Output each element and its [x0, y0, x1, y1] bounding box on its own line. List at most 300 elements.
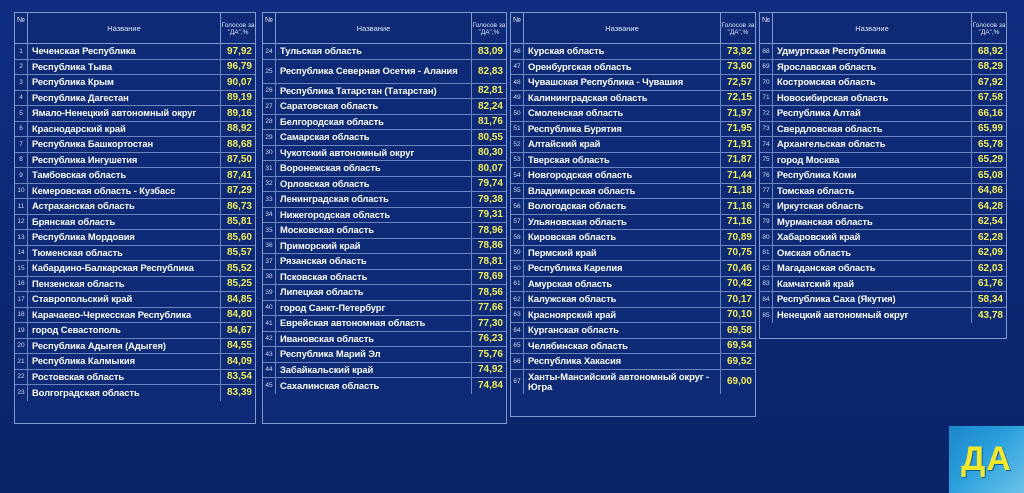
table-row	[760, 106, 1006, 122]
region-name: Забайкальский край	[276, 363, 472, 378]
row-number: 19	[15, 323, 28, 338]
vote-percent: 67,58	[977, 92, 1003, 104]
table-row	[511, 137, 755, 153]
vote-percent: 71,44	[726, 169, 752, 181]
vote-percent: 85,25	[226, 278, 252, 290]
vote-percent: 70,89	[726, 231, 752, 243]
results-table-1	[14, 12, 256, 424]
row-number: 55	[511, 184, 524, 199]
region-name: Камчатский край	[773, 277, 972, 292]
vote-percent: 71,91	[726, 138, 752, 150]
vote-percent: 69,58	[726, 324, 752, 336]
region-name: Ямало-Ненецкий автономный округ	[28, 106, 221, 121]
region-name: Удмуртская Республика	[773, 44, 972, 59]
vote-percent: 64,28	[977, 200, 1003, 212]
vote-percent: 70,46	[726, 262, 752, 274]
row-number: 45	[263, 378, 276, 394]
row-number: 3	[15, 75, 28, 90]
vote-percent: 70,42	[726, 278, 752, 290]
row-number: 18	[15, 308, 28, 323]
region-name: Псковская область	[276, 270, 472, 285]
region-name: Томская область	[773, 184, 972, 199]
vote-percent: 78,81	[477, 255, 503, 267]
row-number: 8	[15, 153, 28, 168]
region-name: Амурская область	[524, 277, 721, 292]
vote-percent: 71,87	[726, 154, 752, 166]
table-row	[511, 308, 755, 324]
vote-percent: 86,73	[226, 200, 252, 212]
table-row	[760, 215, 1006, 231]
region-name: Свердловская область	[773, 122, 972, 137]
table-row	[15, 323, 255, 339]
table-row	[263, 239, 506, 255]
row-number: 52	[511, 137, 524, 152]
table-row	[263, 192, 506, 208]
table-row	[263, 177, 506, 193]
region-name: Московская область	[276, 223, 472, 238]
row-number: 41	[263, 316, 276, 331]
table-row	[511, 277, 755, 293]
vote-percent: 65,08	[977, 169, 1003, 181]
row-number: 49	[511, 91, 524, 106]
row-number: 54	[511, 168, 524, 183]
region-name: Республика Ингушетия	[28, 153, 221, 168]
vote-percent: 88,92	[226, 123, 252, 135]
region-name: Оренбургская область	[524, 60, 721, 75]
row-number: 31	[263, 161, 276, 176]
region-name: Смоленская область	[524, 106, 721, 121]
header-number: №	[511, 13, 524, 43]
row-number: 35	[263, 223, 276, 238]
vote-percent: 58,34	[977, 293, 1003, 305]
row-number: 30	[263, 146, 276, 161]
region-name: Рязанская область	[276, 254, 472, 269]
vote-percent: 66,16	[977, 107, 1003, 119]
row-number: 42	[263, 332, 276, 347]
header-name: Название	[276, 13, 472, 43]
header-name: Название	[773, 13, 972, 43]
row-number: 21	[15, 354, 28, 369]
table-row	[15, 60, 255, 76]
region-name: Мурманская область	[773, 215, 972, 230]
vote-percent: 85,52	[226, 262, 252, 274]
vote-percent: 78,96	[477, 224, 503, 236]
region-name: Кемеровская область - Кузбасс	[28, 184, 221, 199]
table-row	[263, 44, 506, 60]
header-votes: Голосов за "ДА",%	[221, 21, 255, 36]
row-number: 27	[263, 99, 276, 114]
table-row	[15, 184, 255, 200]
region-name: Новгородская область	[524, 168, 721, 183]
da-logo-text: ДА	[961, 440, 1012, 478]
row-number: 5	[15, 106, 28, 121]
row-number: 16	[15, 277, 28, 292]
region-name: Республика Коми	[773, 168, 972, 183]
table-header	[760, 13, 1006, 44]
vote-percent: 82,83	[477, 65, 503, 77]
vote-percent: 65,78	[977, 138, 1003, 150]
region-name: Саратовская область	[276, 99, 472, 114]
vote-percent: 69,00	[726, 376, 752, 387]
region-name: Республика Калмыкия	[28, 354, 221, 369]
region-name: Калужская область	[524, 292, 721, 307]
row-number: 22	[15, 370, 28, 385]
header-votes: Голосов за "ДА",%	[472, 21, 506, 36]
vote-percent: 43,78	[977, 309, 1003, 321]
region-name: Ростовская область	[28, 370, 221, 385]
vote-percent: 85,57	[226, 247, 252, 259]
row-number: 66	[511, 354, 524, 369]
vote-percent: 80,55	[477, 131, 503, 143]
vote-percent: 88,68	[226, 138, 252, 150]
row-number: 17	[15, 292, 28, 307]
row-number: 73	[760, 122, 773, 137]
row-number: 84	[760, 292, 773, 307]
row-number: 59	[511, 246, 524, 261]
vote-percent: 77,66	[477, 302, 503, 314]
row-number: 2	[15, 60, 28, 75]
row-number: 76	[760, 168, 773, 183]
vote-percent: 87,29	[226, 185, 252, 197]
header-votes: Голосов за "ДА",%	[972, 21, 1006, 36]
table-row	[760, 122, 1006, 138]
row-number: 38	[263, 270, 276, 285]
region-name: Брянская область	[28, 215, 221, 230]
table-row	[263, 60, 506, 84]
table-row	[263, 223, 506, 239]
vote-percent: 77,30	[477, 317, 503, 329]
vote-percent: 78,69	[477, 271, 503, 283]
region-name: Республика Северная Осетия - Алания	[276, 60, 472, 83]
row-number: 24	[263, 44, 276, 59]
region-name: Чувашская Республика - Чувашия	[524, 75, 721, 90]
vote-percent: 69,52	[726, 355, 752, 367]
row-number: 64	[511, 323, 524, 338]
table-row	[15, 91, 255, 107]
vote-percent: 71,18	[726, 185, 752, 197]
vote-percent: 72,57	[726, 76, 752, 88]
vote-percent: 89,16	[226, 107, 252, 119]
vote-percent: 73,92	[726, 45, 752, 57]
row-number: 34	[263, 208, 276, 223]
row-number: 40	[263, 301, 276, 316]
table-row	[511, 75, 755, 91]
row-number: 25	[263, 60, 276, 83]
region-name: Самарская область	[276, 130, 472, 145]
table-row	[511, 246, 755, 262]
region-name: Калининградская область	[524, 91, 721, 106]
table-row	[15, 75, 255, 91]
vote-percent: 74,92	[477, 364, 503, 376]
table-row	[263, 378, 506, 394]
table-row	[760, 153, 1006, 169]
region-name: Ивановская область	[276, 332, 472, 347]
vote-percent: 80,07	[477, 162, 503, 174]
region-name: город Севастополь	[28, 323, 221, 338]
vote-percent: 78,56	[477, 286, 503, 298]
vote-percent: 80,30	[477, 147, 503, 159]
row-number: 72	[760, 106, 773, 121]
table-row	[263, 270, 506, 286]
vote-percent: 84,67	[226, 324, 252, 336]
row-number: 63	[511, 308, 524, 323]
vote-percent: 84,85	[226, 293, 252, 305]
table-row	[760, 168, 1006, 184]
row-number: 4	[15, 91, 28, 106]
region-name: Чукотский автономный округ	[276, 146, 472, 161]
vote-percent: 87,50	[226, 154, 252, 166]
region-name: Орловская область	[276, 177, 472, 192]
row-number: 46	[511, 44, 524, 59]
region-name: Хабаровский край	[773, 230, 972, 245]
row-number: 83	[760, 277, 773, 292]
header-name: Название	[524, 13, 721, 43]
region-name: Республика Мордовия	[28, 230, 221, 245]
table-row	[263, 316, 506, 332]
region-name: Пермский край	[524, 246, 721, 261]
vote-percent: 85,60	[226, 231, 252, 243]
table-row	[760, 137, 1006, 153]
table-row	[511, 122, 755, 138]
row-number: 20	[15, 339, 28, 354]
row-number: 81	[760, 246, 773, 261]
row-number: 69	[760, 60, 773, 75]
region-name: Курганская область	[524, 323, 721, 338]
vote-percent: 70,17	[726, 293, 752, 305]
results-table-2	[262, 12, 507, 424]
row-number: 43	[263, 347, 276, 362]
header-number: №	[15, 13, 28, 43]
region-name: Волгоградская область	[28, 385, 221, 401]
row-number: 39	[263, 285, 276, 300]
region-name: Ульяновская область	[524, 215, 721, 230]
vote-percent: 83,09	[477, 45, 503, 57]
region-name: Ханты-Мансийский автономный округ - Югра	[524, 370, 721, 394]
results-table-3	[510, 12, 756, 417]
table-row	[15, 153, 255, 169]
region-name: Пензенская область	[28, 277, 221, 292]
table-row	[760, 292, 1006, 308]
table-row	[263, 301, 506, 317]
region-name: Архангельская область	[773, 137, 972, 152]
table-row	[15, 354, 255, 370]
table-row	[15, 292, 255, 308]
row-number: 79	[760, 215, 773, 230]
row-number: 14	[15, 246, 28, 261]
region-name: город Москва	[773, 153, 972, 168]
row-number: 44	[263, 363, 276, 378]
table-row	[511, 199, 755, 215]
table-row	[760, 75, 1006, 91]
row-number: 33	[263, 192, 276, 207]
region-name: Белгородская область	[276, 115, 472, 130]
table-row	[263, 332, 506, 348]
table-row	[511, 91, 755, 107]
row-number: 65	[511, 339, 524, 354]
row-number: 80	[760, 230, 773, 245]
row-number: 85	[760, 308, 773, 324]
region-name: Сахалинская область	[276, 378, 472, 394]
table-row	[511, 153, 755, 169]
row-number: 32	[263, 177, 276, 192]
vote-percent: 65,29	[977, 154, 1003, 166]
vote-percent: 89,19	[226, 92, 252, 104]
vote-percent: 62,28	[977, 231, 1003, 243]
header-votes: Голосов за "ДА",%	[721, 21, 755, 36]
table-row	[263, 363, 506, 379]
region-name: Челябинская область	[524, 339, 721, 354]
vote-percent: 69,54	[726, 340, 752, 352]
region-name: Республика Башкортостан	[28, 137, 221, 152]
row-number: 68	[760, 44, 773, 59]
table-row	[15, 215, 255, 231]
row-number: 77	[760, 184, 773, 199]
row-number: 36	[263, 239, 276, 254]
region-name: Ярославская область	[773, 60, 972, 75]
vote-percent: 90,07	[226, 76, 252, 88]
table-row	[15, 370, 255, 386]
region-name: город Санкт-Петербург	[276, 301, 472, 316]
da-logo	[949, 426, 1024, 493]
vote-percent: 74,84	[477, 380, 503, 392]
table-header	[263, 13, 506, 44]
table-header	[511, 13, 755, 44]
row-number: 47	[511, 60, 524, 75]
region-name: Республика Тыва	[28, 60, 221, 75]
row-number: 82	[760, 261, 773, 276]
vote-percent: 64,86	[977, 185, 1003, 197]
table-row	[15, 308, 255, 324]
table-row	[511, 168, 755, 184]
table-row	[511, 60, 755, 76]
table-row	[511, 339, 755, 355]
region-name: Республика Саха (Якутия)	[773, 292, 972, 307]
region-name: Алтайский край	[524, 137, 721, 152]
vote-percent: 96,79	[226, 61, 252, 73]
row-number: 28	[263, 115, 276, 130]
table-row	[15, 230, 255, 246]
row-number: 62	[511, 292, 524, 307]
region-name: Приморский край	[276, 239, 472, 254]
table-row	[760, 199, 1006, 215]
header-number: №	[263, 13, 276, 43]
row-number: 50	[511, 106, 524, 121]
region-name: Ставропольский край	[28, 292, 221, 307]
row-number: 7	[15, 137, 28, 152]
table-row	[511, 323, 755, 339]
vote-percent: 83,54	[226, 371, 252, 383]
row-number: 60	[511, 261, 524, 276]
region-name: Астраханская область	[28, 199, 221, 214]
region-name: Республика Адыгея (Адыгея)	[28, 339, 221, 354]
region-name: Еврейская автономная область	[276, 316, 472, 331]
row-number: 74	[760, 137, 773, 152]
header-name: Название	[28, 13, 221, 43]
vote-percent: 84,55	[226, 340, 252, 352]
row-number: 51	[511, 122, 524, 137]
vote-percent: 97,92	[226, 45, 252, 57]
table-row	[511, 354, 755, 370]
row-number: 9	[15, 168, 28, 183]
row-number: 26	[263, 84, 276, 99]
region-name: Республика Бурятия	[524, 122, 721, 137]
vote-percent: 85,81	[226, 216, 252, 228]
row-number: 58	[511, 230, 524, 245]
table-row	[760, 308, 1006, 324]
region-name: Новосибирская область	[773, 91, 972, 106]
vote-percent: 62,54	[977, 216, 1003, 228]
table-row	[263, 208, 506, 224]
row-number: 61	[511, 277, 524, 292]
row-number: 71	[760, 91, 773, 106]
vote-percent: 87,41	[226, 169, 252, 181]
table-row	[15, 339, 255, 355]
table-row	[263, 130, 506, 146]
vote-percent: 62,03	[977, 262, 1003, 274]
region-name: Иркутская область	[773, 199, 972, 214]
region-name: Кировская область	[524, 230, 721, 245]
table-row	[263, 115, 506, 131]
row-number: 70	[760, 75, 773, 90]
vote-percent: 75,76	[477, 348, 503, 360]
table-row	[511, 106, 755, 122]
row-number: 12	[15, 215, 28, 230]
row-number: 1	[15, 44, 28, 59]
vote-percent: 79,38	[477, 193, 503, 205]
region-name: Краснодарский край	[28, 122, 221, 137]
region-name: Липецкая область	[276, 285, 472, 300]
region-name: Тамбовская область	[28, 168, 221, 183]
vote-percent: 73,60	[726, 61, 752, 73]
region-name: Магаданская область	[773, 261, 972, 276]
vote-percent: 81,76	[477, 116, 503, 128]
region-name: Ненецкий автономный округ	[773, 308, 972, 324]
region-name: Кабардино-Балкарская Республика	[28, 261, 221, 276]
vote-percent: 72,15	[726, 92, 752, 104]
vote-percent: 83,39	[226, 387, 252, 399]
vote-percent: 78,86	[477, 240, 503, 252]
region-name: Тверская область	[524, 153, 721, 168]
region-name: Республика Карелия	[524, 261, 721, 276]
table-row	[760, 184, 1006, 200]
table-row	[511, 215, 755, 231]
table-row	[15, 137, 255, 153]
table-row	[263, 99, 506, 115]
region-name: Республика Дагестан	[28, 91, 221, 106]
region-name: Воронежская область	[276, 161, 472, 176]
vote-percent: 84,09	[226, 355, 252, 367]
vote-percent: 76,23	[477, 333, 503, 345]
region-name: Красноярский край	[524, 308, 721, 323]
table-row	[15, 199, 255, 215]
table-row	[15, 122, 255, 138]
table-row	[760, 60, 1006, 76]
region-name: Омская область	[773, 246, 972, 261]
vote-percent: 65,99	[977, 123, 1003, 135]
row-number: 56	[511, 199, 524, 214]
table-row	[511, 292, 755, 308]
row-number: 11	[15, 199, 28, 214]
table-row	[511, 44, 755, 60]
region-name: Республика Марий Эл	[276, 347, 472, 362]
vote-percent: 82,24	[477, 100, 503, 112]
table-row	[263, 84, 506, 100]
vote-percent: 79,31	[477, 209, 503, 221]
table-row	[511, 184, 755, 200]
vote-percent: 70,75	[726, 247, 752, 259]
region-name: Республика Алтай	[773, 106, 972, 121]
vote-percent: 71,95	[726, 123, 752, 135]
